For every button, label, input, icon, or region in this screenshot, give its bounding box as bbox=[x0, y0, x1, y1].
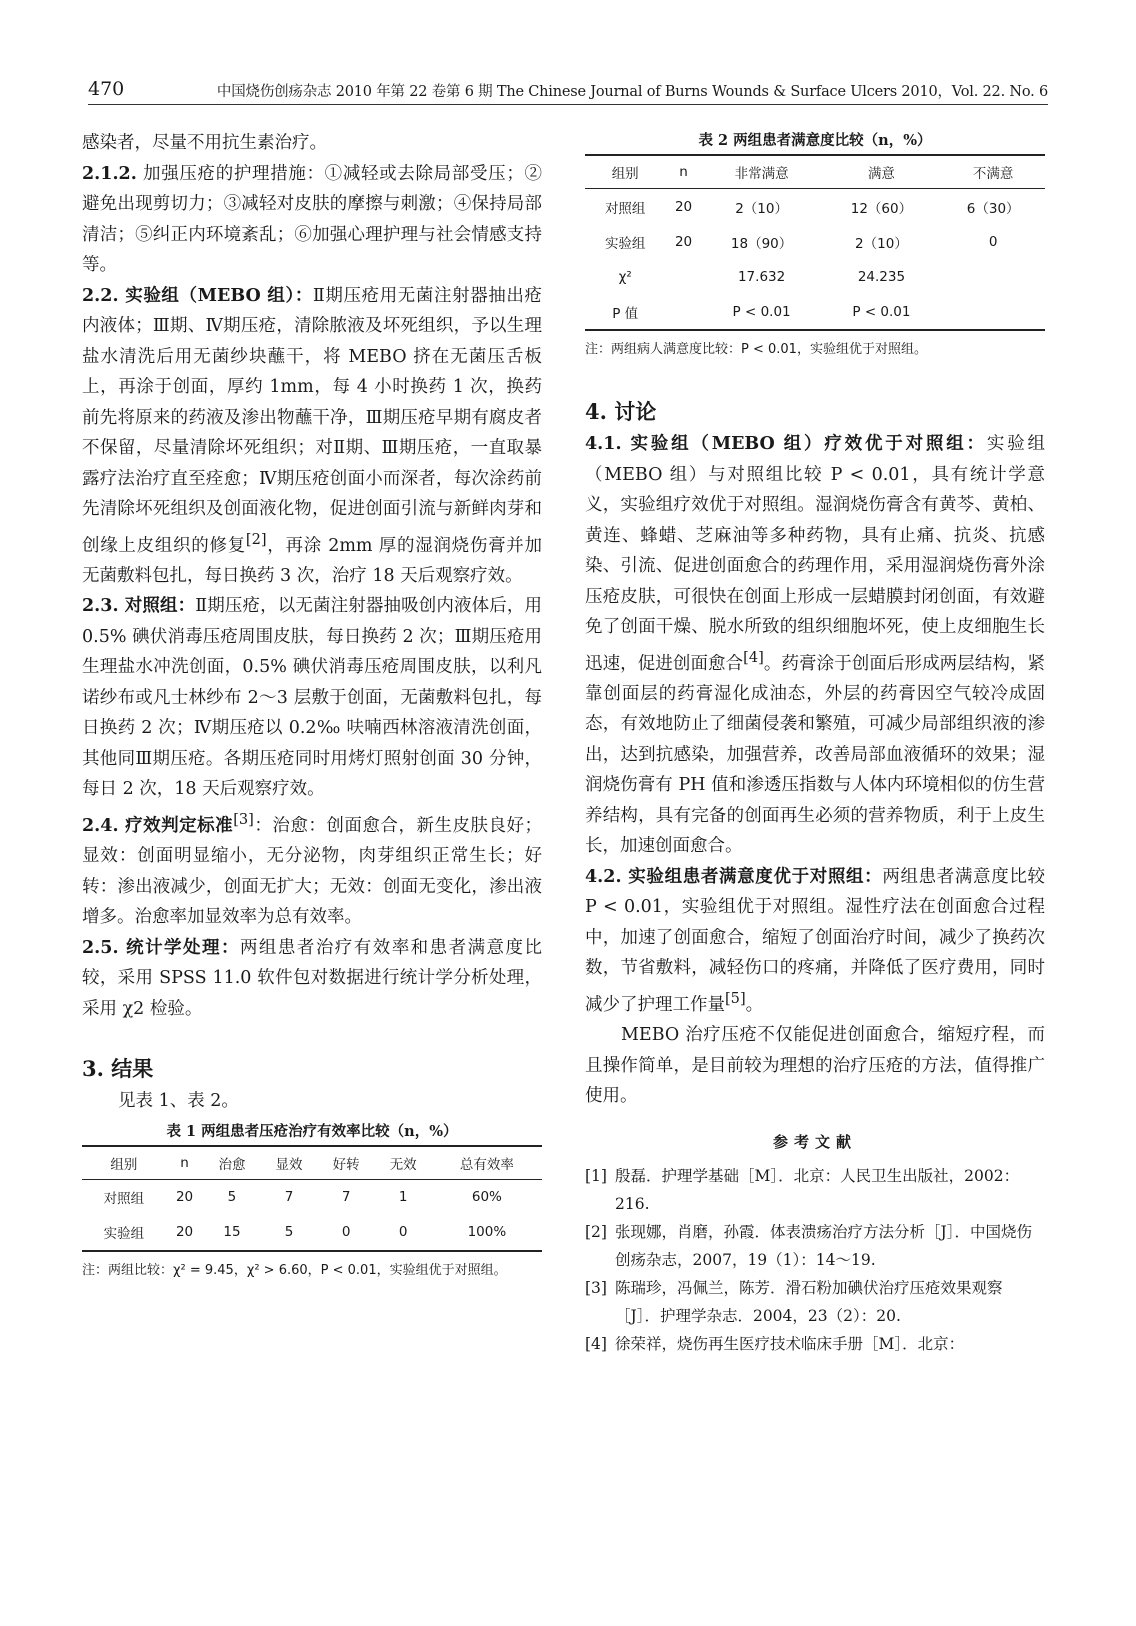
col-header: 无效 bbox=[375, 1146, 432, 1180]
section-2-1-2 bbox=[82, 159, 542, 281]
col-header: 总有效率 bbox=[432, 1146, 542, 1180]
section-4-heading: 4. 讨论 bbox=[585, 399, 657, 424]
right-column bbox=[585, 128, 1045, 1358]
table-header-row bbox=[82, 1146, 542, 1180]
reference-number: [4] bbox=[585, 1334, 607, 1353]
table-row bbox=[585, 294, 1045, 330]
col-header: n bbox=[665, 155, 701, 189]
section-text-tail: 。药膏涂于创面后形成两层结构，紧靠创面层的药膏湿化成油态，外层的药膏因空气较冷成固态，有效地防止了细菌侵袭和繁殖，可减少局部组织液的渗出，达到抗感染，加强营养，改善局部血液循环的效果；湿润烧伤膏有 PH 值和渗透压指数与人体内环境相似的仿生营养结构，具有完备的创面再生必须的营养物质，利于上皮生长，加速创面愈合。 bbox=[585, 653, 1046, 857]
section-text-tail: ，再涂 2mm 厚的湿润烧伤膏并加无菌敷料包扎，每日换药 3 次，治疗 18 天后观察疗效。 bbox=[82, 535, 543, 586]
col-header: 组别 bbox=[82, 1146, 166, 1180]
reference-text: 殷磊．护理学基础［M］．北京：人民卫生出版社，2002：216. bbox=[615, 1166, 1020, 1213]
table-2-note: 注：两组病人满意度比较：P < 0.01，实验组优于对照组。 bbox=[585, 342, 927, 357]
col-header: 非常满意 bbox=[702, 155, 822, 189]
reference-number: [3] bbox=[585, 1278, 607, 1297]
table-row bbox=[585, 189, 1045, 225]
section-2-2 bbox=[82, 281, 542, 592]
table-cell: 5 bbox=[261, 1215, 318, 1251]
reference-text: 张现娜，肖磨，孙霞．体表溃疡治疗方法分析［J］．中国烧伤创疡杂志，2007，19（1）：14～19. bbox=[615, 1222, 1032, 1269]
table-cell: P < 0.01 bbox=[702, 294, 822, 330]
section-heading: 2.3. 对照组： bbox=[82, 596, 196, 617]
paragraph-continued: 感染者，尽量不用抗生素治疗。 bbox=[82, 133, 327, 153]
table-cell: 24.235 bbox=[857, 268, 906, 285]
table-1-caption: 表 1 两组患者压疮治疗有效率比较（n，%） bbox=[166, 1122, 458, 1140]
citation-ref: [3] bbox=[233, 810, 254, 828]
journal-citation: 中国烧伤创疡杂志 2010 年第 22 卷第 6 期 The Chinese Journal of Burns Wounds & Surface Ulcers 2010，Vol. 22. No. 6 bbox=[216, 84, 1048, 100]
citation-ref: [4] bbox=[743, 648, 764, 666]
col-header: 治愈 bbox=[203, 1146, 260, 1180]
page-number: 470 bbox=[88, 78, 125, 100]
section-4-1 bbox=[585, 429, 1045, 862]
reference-item bbox=[585, 1330, 1045, 1358]
section-text-tail: 。 bbox=[745, 994, 764, 1015]
reference-text: 陈瑞珍，冯佩兰，陈芳．滑石粉加碘伏治疗压疮效果观察［J］．护理学杂志．2004，23（2）：20. bbox=[615, 1278, 1003, 1325]
reference-item bbox=[585, 1162, 1045, 1218]
table-cell: 0 bbox=[318, 1215, 375, 1251]
table-2-caption: 表 2 两组患者满意度比较（n，%） bbox=[698, 132, 932, 149]
section-heading: 2.2. 实验组（MEBO 组）： bbox=[82, 285, 313, 306]
table-row bbox=[82, 1215, 542, 1251]
table-1-grid bbox=[82, 1145, 542, 1252]
table-cell: 12（60） bbox=[850, 200, 913, 217]
table-row bbox=[585, 224, 1045, 259]
table-cell: 对照组 bbox=[103, 1191, 145, 1208]
table-cell: 6（30） bbox=[966, 200, 1020, 217]
table-cell: 2（10） bbox=[855, 235, 908, 252]
citation-ref: [2] bbox=[245, 530, 267, 548]
section-3-heading: 3. 结果 bbox=[82, 1056, 154, 1082]
table-cell bbox=[665, 259, 701, 294]
section-text: 两组患者治疗有效率和患者满意度比较，采用 SPSS 11.0 软件包对数据进行统计学分析处理，采用 χ2 检验。 bbox=[82, 937, 542, 1019]
section-text: Ⅱ期压疮，以无菌注射器抽吸创内液体后，用 0.5% 碘伏消毒压疮周围皮肤，每日换药 2 次；Ⅲ期压疮用生理盐水冲洗创面，0.5% 碘伏消毒压疮周围皮肤，以利凡诺纱布或凡士林纱布 2～3 层敷于创面，无菌敷料包扎，每日换药 2 次；Ⅳ期压疮以 0.2‰ 呋喃西林溶液清洗创面，其他同Ⅲ期压疮。各期压疮同时用烤灯照射创面 30 分钟，每日 2 次，18 天后观察疗效。 bbox=[82, 596, 542, 800]
section-2-3 bbox=[82, 591, 542, 805]
reference-item bbox=[585, 1218, 1045, 1274]
section-2-4 bbox=[82, 805, 542, 933]
conclusion-paragraph: MEBO 治疗压疮不仅能促进创面愈合，缩短疗程，而且操作简单，是目前较为理想的治疗压疮的方法，值得推广使用。 bbox=[585, 1025, 1045, 1107]
section-text: Ⅱ期压疮用无菌注射器抽出疮内液体；Ⅲ期、Ⅳ期压疮，清除脓液及坏死组织，予以生理盐水清洗后用无菌纱块蘸干，将 MEBO 挤在无菌压舌板上，再涂于创面，厚约 1mm，每 4 小时换药 1 次，换药前先将原来的药液及渗出物蘸干净，Ⅲ期压疮早期有腐皮者不保留，尽量清除坏死组织；对Ⅱ期、Ⅲ期压疮，一直取暴露疗法治疗直至痊愈；Ⅳ期压疮创面小而深者，每次涂药前先清除坏死组织及创面液化物，促进创面引流与新鲜肉芽和创缘上皮组织的修复 bbox=[82, 285, 542, 556]
table-row bbox=[82, 1179, 542, 1215]
reference-number: [2] bbox=[585, 1222, 607, 1241]
table-cell: 7 bbox=[284, 1189, 294, 1206]
table-cell: 60% bbox=[471, 1189, 502, 1206]
references-title: 参考文献 bbox=[772, 1132, 857, 1151]
header-rule bbox=[88, 104, 1048, 105]
table-cell: 18（90） bbox=[730, 235, 793, 252]
table-cell: 20 bbox=[175, 1189, 194, 1206]
table-cell: 实验组 bbox=[604, 235, 646, 252]
reference-number: [1] bbox=[585, 1166, 607, 1185]
section-heading: 2.5. 统计学处理： bbox=[82, 937, 240, 958]
running-header bbox=[88, 78, 1048, 108]
reference-text: 徐荣祥，烧伤再生医疗技术临床手册［M］．北京： bbox=[615, 1334, 965, 1353]
section-text: 加强压疮的护理措施：①减轻或去除局部受压；②避免出现剪切力；③减轻对皮肤的摩擦与刺激；④保持局部清洁；⑤纠正内环境紊乱；⑥加强心理护理与社会情感支持等。 bbox=[82, 163, 542, 275]
table-cell: P < 0.01 bbox=[822, 294, 942, 330]
col-header: 显效 bbox=[261, 1146, 318, 1180]
table-header-row bbox=[585, 155, 1045, 189]
table-cell: 15 bbox=[203, 1215, 260, 1251]
table-cell: 7 bbox=[341, 1189, 351, 1206]
table-cell: 0 bbox=[988, 233, 998, 250]
col-header: 满意 bbox=[822, 155, 942, 189]
col-header: 好转 bbox=[318, 1146, 375, 1180]
col-header: 不满意 bbox=[941, 155, 1045, 189]
table-cell: P 值 bbox=[585, 294, 665, 330]
table-1-note: 注：两组比较：χ² = 9.45，χ² > 6.60，P < 0.01，实验组优于对照组。 bbox=[82, 1262, 507, 1278]
table-cell: 20 bbox=[166, 1215, 204, 1251]
table-cell: 20 bbox=[674, 233, 693, 250]
section-heading: 4.2. 实验组患者满意度优于对照组： bbox=[585, 866, 883, 887]
section-text: ：治愈：创面愈合，新生皮肤良好；显效：创面明显缩小，无分泌物，肉芽组织正常生长；好转：渗出液减少，创面无扩大；无效：创面无变化，渗出液增多。治愈率加显效率为总有效率。 bbox=[82, 815, 542, 928]
table-cell: 5 bbox=[227, 1189, 237, 1206]
table-1 bbox=[82, 1119, 542, 1282]
section-4-2 bbox=[585, 862, 1045, 1020]
table-2 bbox=[585, 128, 1045, 361]
results-text: 见表 1、表 2。 bbox=[118, 1091, 239, 1112]
reference-list bbox=[585, 1162, 1045, 1358]
table-cell: 20 bbox=[674, 198, 693, 215]
section-heading: 4.1. 实验组（MEBO 组）疗效优于对照组： bbox=[585, 434, 987, 454]
section-number: 2.1.2. bbox=[82, 163, 137, 184]
table-cell: 2（10） bbox=[735, 200, 788, 217]
table-cell bbox=[941, 294, 1045, 330]
table-cell: 0 bbox=[375, 1215, 432, 1251]
section-2-5 bbox=[82, 933, 542, 1025]
section-heading: 2.4. 疗效判定标准 bbox=[82, 815, 234, 836]
section-text: 两组患者满意度比较 P < 0.01，实验组优于对照组。湿性疗法在创面愈合过程中，加速了创面愈合，缩短了创面治疗时间，减少了换药次数，节省敷料，减轻伤口的疼痛，并降低了医疗费用，同时减少了护理工作量 bbox=[585, 866, 1045, 1015]
section-text: 实验组（MEBO 组）与对照组比较 P < 0.01，具有统计学意义，实验组疗效优于对照组。湿润烧伤膏含有黄芩、黄柏、黄连、蜂蜡、芝麻油等多种药物，具有止痛、抗炎、抗感染、引流、促进创面愈合的药理作用，采用湿润烧伤膏外涂压疮皮肤，可很快在创面上形成一层蜡膜封闭创面，有效避免了创面干燥、脱水所致的组织细胞坏死，使上皮细胞生长迅速，促进创面愈合 bbox=[585, 434, 1046, 674]
reference-item bbox=[585, 1274, 1045, 1330]
col-header: 组别 bbox=[585, 155, 665, 189]
table-cell: 100% bbox=[432, 1215, 542, 1251]
table-cell: 对照组 bbox=[604, 200, 646, 217]
table-2-grid bbox=[585, 154, 1045, 331]
table-cell: 实验组 bbox=[82, 1215, 166, 1251]
table-cell bbox=[665, 294, 701, 330]
col-header: n bbox=[166, 1146, 204, 1180]
table-cell: 1 bbox=[398, 1189, 408, 1206]
table-cell: 17.632 bbox=[737, 268, 786, 285]
left-column bbox=[82, 128, 542, 1282]
citation-ref: [5] bbox=[725, 989, 746, 1007]
table-cell bbox=[941, 259, 1045, 294]
table-row bbox=[585, 259, 1045, 294]
table-cell: χ² bbox=[618, 268, 632, 285]
